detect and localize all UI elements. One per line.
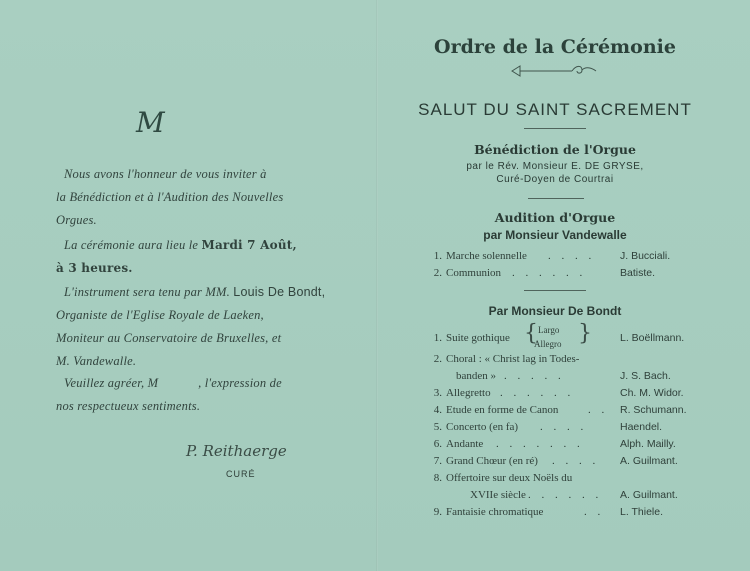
signature-title: CURÉ (226, 469, 256, 479)
program-item (430, 250, 720, 267)
program-part-2 (430, 321, 720, 523)
invitation-paragraph-2 (56, 234, 326, 280)
audition-heading: Audition d'Orgue (494, 210, 616, 225)
item-piece: Concerto (en fa) (446, 421, 519, 433)
brace-right-icon: } (578, 321, 592, 346)
item-leader: . . (588, 404, 609, 416)
item-number: 5. (433, 421, 442, 433)
item-number: 6. (433, 438, 442, 450)
program-page (390, 0, 750, 571)
item-composer: A. Guilmant. (620, 455, 678, 467)
item-piece: Etude en forme de Canon (446, 404, 559, 416)
program-item (430, 455, 720, 472)
blessing-officiant-title: Curé-Doyen de Courtrai (496, 174, 614, 185)
ornament-divider (510, 64, 600, 78)
item-piece: Communion (446, 267, 502, 279)
invitation-paragraph-4 (56, 372, 326, 418)
item-number: 1. (433, 332, 442, 344)
text-line: L'instrument sera tenu par MM. (64, 285, 234, 299)
text-line: La cérémonie aura lieu le (64, 238, 202, 252)
item-composer: L. Boëllmann. (620, 332, 685, 344)
text-line: Orgues. (56, 213, 97, 227)
item-composer: Alph. Mailly. (620, 438, 676, 450)
text-line: M. Vandewalle. (56, 354, 137, 368)
item-leader: . . . . . . (500, 387, 575, 399)
date-text: Mardi 7 Août, (201, 238, 297, 252)
item-piece: Allegretto (446, 387, 491, 399)
signature: P. Reithaerge (186, 442, 287, 460)
program-item (430, 404, 720, 421)
program-part-1 (430, 250, 720, 284)
program-item (430, 353, 720, 370)
program-item (430, 267, 720, 284)
text-line: Moniteur au Conservatoire de Bruxelles, et (56, 331, 282, 345)
item-leader: . . . . . . (528, 489, 603, 501)
blessing-officiant: par le Rév. Monsieur E. DE GRYSE, (466, 161, 644, 172)
item-composer: L. Thiele. (620, 506, 663, 518)
organist-name: Louis De Bondt, (233, 285, 326, 299)
item-leader: . . . . . . (512, 267, 587, 279)
movement: Allegro (534, 339, 562, 349)
program-item (430, 421, 720, 438)
item-piece: Offertoire sur deux Noëls du (446, 472, 573, 484)
blessing-section (390, 142, 720, 186)
part-2-section (390, 304, 720, 318)
program-item (430, 370, 720, 387)
movement: Largo (538, 325, 560, 335)
item-piece: XVIIe siècle (470, 489, 526, 501)
item-number: 2. (433, 267, 442, 279)
text-line: nos respectueux sentiments. (56, 399, 201, 413)
item-piece: Choral : « Christ lag in Todes- (446, 353, 580, 365)
item-piece: banden » (456, 370, 497, 382)
item-leader: . . . . (548, 250, 596, 262)
salutation-initial: M (136, 106, 165, 139)
divider (524, 128, 586, 129)
program-item (430, 438, 720, 455)
text-line: Nous avons l'honneur de vous inviter à (64, 167, 267, 181)
item-composer: Batiste. (620, 267, 656, 279)
item-leader: . . . . . (504, 370, 565, 382)
program-item (430, 506, 720, 523)
item-number: 3. (433, 387, 442, 399)
text-line: Organiste de l'Eglise Royale de Laeken, (56, 308, 264, 322)
item-composer: J. S. Bach. (620, 370, 671, 382)
item-number: 7. (433, 455, 442, 467)
item-composer: A. Guilmant. (620, 489, 678, 501)
divider (528, 198, 584, 199)
invitation-paragraph-3 (56, 281, 326, 373)
program-item (430, 489, 720, 506)
item-number: 1. (433, 250, 442, 262)
item-piece: Andante (446, 438, 484, 450)
item-piece: Marche solennelle (446, 250, 527, 262)
item-leader: . . (584, 506, 605, 518)
item-composer: J. Bucciali. (620, 250, 671, 262)
center-fold (376, 0, 378, 571)
program-item (430, 387, 720, 404)
brace-left-icon: { (524, 321, 538, 346)
text-line: la Bénédiction et à l'Audition des Nouvelles (56, 190, 284, 204)
item-leader: . . . . (552, 455, 600, 467)
program-item (430, 321, 720, 353)
item-number: 8. (433, 472, 442, 484)
item-piece: Grand Chœur (en ré) (446, 455, 538, 467)
item-number: 9. (433, 506, 442, 518)
blessing-heading: Bénédiction de l'Orgue (474, 142, 636, 157)
item-number: 2. (433, 353, 442, 365)
text-line: Veuillez agréer, M , l'expression de (64, 376, 282, 390)
audition-performer: par Monsieur Vandewalle (483, 228, 627, 242)
time-text: à 3 heures. (56, 261, 133, 275)
service-heading: SALUT DU SAINT SACREMENT (418, 100, 692, 119)
item-piece: Suite gothique (446, 332, 510, 344)
item-composer: R. Schumann. (620, 404, 687, 416)
item-leader: . . . . (540, 421, 588, 433)
program-item (430, 472, 720, 489)
item-number: 4. (433, 404, 442, 416)
item-leader: . . . . . . . (496, 438, 584, 450)
part-2-heading: Par Monsieur De Bondt (488, 304, 622, 318)
item-composer: Ch. M. Widor. (620, 387, 684, 399)
item-piece: Fantaisie chromatique (446, 506, 544, 518)
audition-section (390, 210, 720, 242)
program-title: Ordre de la Cérémonie (434, 36, 676, 58)
divider (524, 290, 586, 291)
item-composer: Haendel. (620, 421, 663, 433)
invitation-paragraph-1 (56, 163, 326, 232)
